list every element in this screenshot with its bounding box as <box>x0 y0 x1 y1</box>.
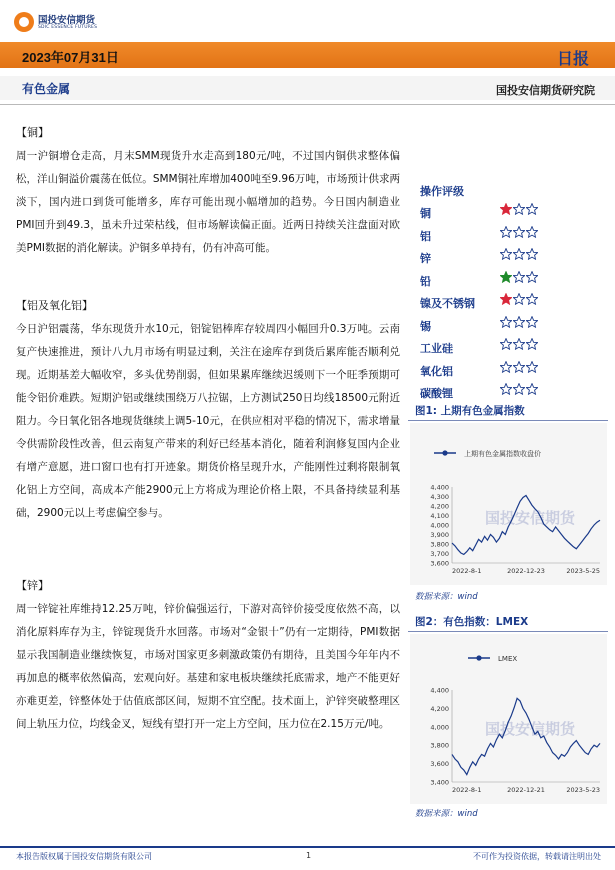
filled-star-icon <box>500 203 512 215</box>
y-tick-label: 3,700 <box>430 550 449 558</box>
rating-row <box>420 248 560 270</box>
empty-star-icon <box>526 383 538 395</box>
legend-marker <box>442 450 447 455</box>
rating-metal-name: 锡 <box>420 319 431 333</box>
filled-star-icon <box>500 271 512 283</box>
empty-star-icon <box>513 316 525 328</box>
footer-copyright: 本报告版权属于国投安信期货有限公司 <box>16 852 152 861</box>
section-body-copper: 周一沪铜增仓走高，月末SMM现货升水走高到180元/吨，不过国内铜供求整体偏松，洋山铜溢价震荡在低位。SMM铜社库增加400吨至9.96万吨，市场预计供求两淡下，国内进口到货可能增多，库存可能出现小幅增加的趋势。今日国内制造业PMI回升到49.3，虽未升过荣枯线，但市场解读偏正面。近两日持续关注盘面对欧美PMI数据的消化解读。沪铜多单持有，仍有冲高可能。 <box>16 150 400 254</box>
y-tick-label: 3,800 <box>430 540 449 549</box>
logo-name-en: SDIC ESSENCE FUTURES <box>38 25 98 30</box>
empty-star-icon <box>513 226 525 238</box>
rating-metal-name: 氧化铝 <box>420 364 453 378</box>
logo-mark-icon <box>14 12 34 32</box>
empty-star-icon <box>500 248 512 260</box>
section-title-zinc: 【锌】 <box>16 579 49 592</box>
legend-marker <box>476 655 481 660</box>
empty-star-icon <box>526 226 538 238</box>
empty-star-icon <box>526 316 538 328</box>
empty-star-icon <box>526 271 538 283</box>
figure-1-panel <box>410 423 607 585</box>
y-tick-label: 3,800 <box>430 741 449 750</box>
rating-title: 操作评级 <box>420 185 464 198</box>
rating-stars <box>500 316 538 328</box>
rating-stars <box>500 248 538 260</box>
figure-2-chart <box>410 634 607 804</box>
x-tick-label: 2023-5-25 <box>566 567 600 575</box>
figure-1-source: 数据来源：wind <box>415 592 478 602</box>
header-divider <box>0 104 615 105</box>
x-tick-label: 2022-12-21 <box>507 786 545 794</box>
logo-name: 国投安信期货 <box>38 15 96 26</box>
legend-label: LMEX <box>498 655 518 663</box>
report-date: 2023年07月31日 <box>22 50 119 65</box>
y-tick-label: 4,400 <box>430 483 449 492</box>
x-tick-label: 2022-12-23 <box>507 567 545 575</box>
section-title-aluminium: 【铝及氧化铝】 <box>16 299 93 312</box>
y-tick-label: 3,600 <box>430 760 449 769</box>
rating-metal-name: 碳酸锂 <box>420 387 453 400</box>
empty-star-icon <box>500 383 512 395</box>
rating-stars <box>500 203 538 215</box>
figure-1-title: 图1: 上期有色金属指数 <box>415 405 525 417</box>
empty-star-icon <box>513 338 525 350</box>
y-tick-label: 3,400 <box>430 778 449 787</box>
rating-stars <box>500 226 538 238</box>
empty-star-icon <box>513 383 525 395</box>
rating-metal-name: 铝 <box>420 229 431 243</box>
empty-star-icon <box>526 203 538 215</box>
empty-star-icon <box>513 203 525 215</box>
y-tick-label: 4,000 <box>430 521 449 530</box>
empty-star-icon <box>526 338 538 350</box>
rating-metal-name: 镍及不锈钢 <box>420 297 475 310</box>
watermark-text: 国投安信期货 <box>484 509 576 527</box>
rating-row <box>420 338 560 360</box>
x-tick-label: 2022-8-1 <box>452 786 482 794</box>
sector-label: 有色金属 <box>22 82 71 96</box>
empty-star-icon <box>526 361 538 373</box>
figure-1-chart <box>410 423 607 585</box>
y-tick-label: 3,900 <box>430 531 449 539</box>
section-body-zinc: 周一锌锭社库维持12.25万吨，锌价偏强运行，下游对高锌价接受度依然不高，以消化原料库存为主，锌锭现货升水回落。市场对“金银十”仍有一定期待，PMI数据显示我国制造业继续恢复，市场对国家更多刺激政策仍有期待，且美国今年年内不再加息的概率依然偏高，宏观向好。基建和家电板块继续托底需求，地产不能更好亦难更差，锌整体处于估值底部区间，短期不宜空配。技术面上，沪锌突破整理区间上轨压力位，均线金叉，短线有望打开一定上方空间，压力位在2.15万元/吨。 <box>16 603 400 730</box>
section-body-aluminium: 今日沪铝震荡，华东现货升水10元，铝锭铝棒库存较周四小幅回升0.3万吨。云南复产快速推进，预计八九月市场有明显过剩，关注在途库存到货后累库能否顺利兑现。近期基差大幅收窄，多头优势削弱，但如果累库继续迟缓则下一个旺季预期可能令铝价难跌。短期沪铝或继续围绕万八拉锯，上方测试250日均线18500元附近阻力。今日氧化铝各地现货继续上调5-10元，在供应相对平稳的情况下，需求增量令供需阶段性改善，但云南复产带来的利好已经基本消化，随着利润修复国内企业有增产意愿，进口窗口也有打开迹象。期货价格呈现升水，产能刚性过剩将限制氧化铝上方空间，高成本产能2900元上方将成为理论价格上限，不具备持续显利基础，2900元以上考虑偏空参与。 <box>16 323 400 519</box>
empty-star-icon <box>526 248 538 260</box>
figure-2-panel <box>410 634 607 804</box>
rating-row <box>420 293 560 315</box>
x-tick-label: 2023-5-23 <box>566 786 600 794</box>
y-tick-label: 4,200 <box>430 704 449 713</box>
rating-metal-name: 铜 <box>420 207 431 220</box>
x-tick-label: 2022-8-1 <box>452 567 482 575</box>
figure-1-rule <box>408 420 608 421</box>
figure-2-rule <box>408 631 608 632</box>
empty-star-icon <box>513 248 525 260</box>
rating-stars <box>500 383 538 395</box>
rating-metal-name: 铅 <box>420 274 431 288</box>
rating-metal-name: 工业硅 <box>420 342 453 355</box>
rating-row <box>420 203 560 225</box>
rating-row <box>420 271 560 293</box>
y-tick-label: 3,600 <box>430 559 449 568</box>
empty-star-icon <box>513 293 525 305</box>
empty-star-icon <box>500 316 512 328</box>
y-tick-label: 4,200 <box>430 502 449 511</box>
section-title-copper: 【铜】 <box>16 126 49 139</box>
company-logo <box>14 10 104 36</box>
y-tick-label: 4,300 <box>430 493 449 501</box>
empty-star-icon <box>500 226 512 238</box>
rating-row <box>420 316 560 338</box>
figure-2-title: 图2：有色指数：LMEX <box>415 616 529 628</box>
y-tick-label: 4,400 <box>430 686 449 695</box>
empty-star-icon <box>513 271 525 283</box>
rating-row <box>420 383 560 405</box>
empty-star-icon <box>500 338 512 350</box>
filled-star-icon <box>500 293 512 305</box>
footer-disclaimer: 不可作为投资依据，转载请注明出处 <box>473 852 601 861</box>
watermark-text: 国投安信期货 <box>484 720 576 738</box>
legend-label: 上期有色金属指数收盘价 <box>464 450 541 458</box>
rating-stars <box>500 293 538 305</box>
rating-stars <box>500 338 538 350</box>
rating-metal-name: 锌 <box>420 252 431 265</box>
empty-star-icon <box>526 293 538 305</box>
rating-stars <box>500 361 538 373</box>
y-tick-label: 4,100 <box>430 512 449 520</box>
y-tick-label: 4,000 <box>430 723 449 732</box>
report-type: 日报 <box>556 49 589 68</box>
rating-stars <box>500 271 538 283</box>
empty-star-icon <box>500 361 512 373</box>
empty-star-icon <box>513 361 525 373</box>
rating-row <box>420 361 560 383</box>
rating-row <box>420 226 560 248</box>
institute-name: 国投安信期货研究院 <box>496 84 595 97</box>
figure-2-source: 数据来源：wind <box>415 809 478 819</box>
page-number: 1 <box>306 851 312 860</box>
footer-divider <box>0 846 615 848</box>
